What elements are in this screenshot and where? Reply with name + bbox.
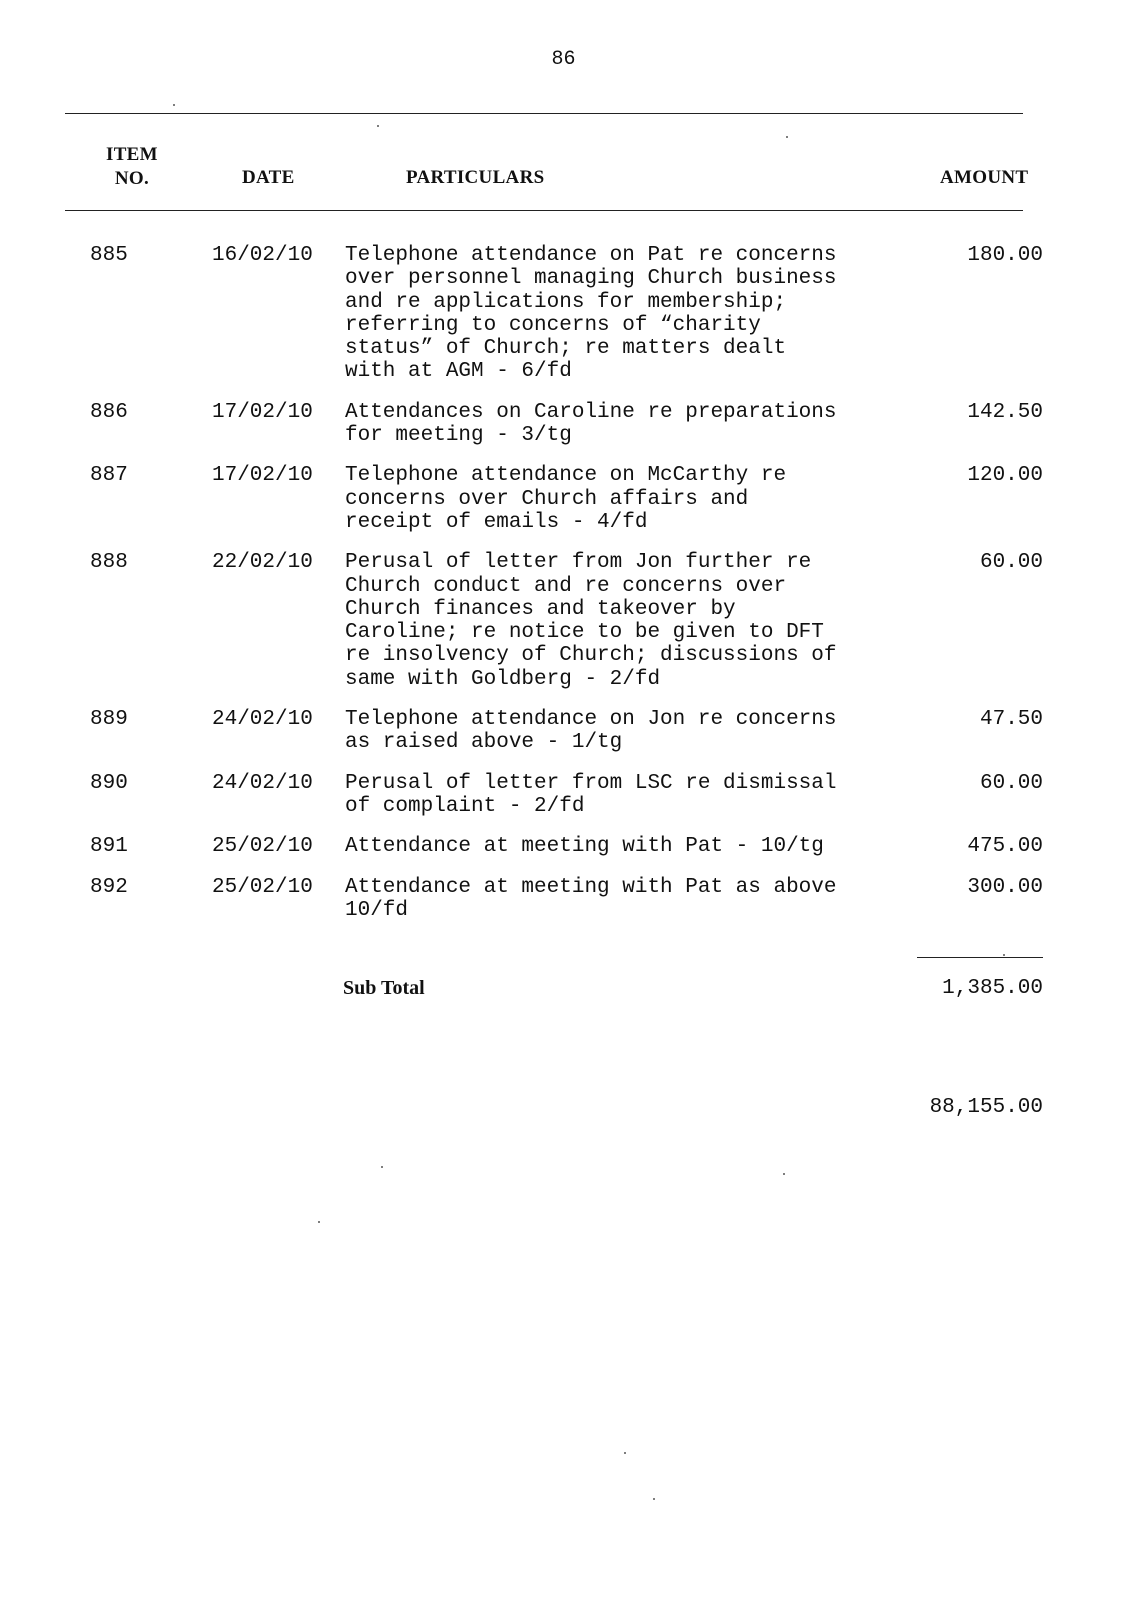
item-date: 25/02/10 bbox=[212, 875, 313, 899]
page-number: 86 bbox=[551, 48, 576, 71]
item-amount: 142.50 bbox=[967, 400, 1043, 424]
item-particulars: Perusal of letter from LSC re dismissal of complaint - 2/fd bbox=[345, 771, 837, 818]
ledger-row bbox=[0, 401, 1127, 448]
item-date: 16/02/10 bbox=[212, 244, 313, 267]
item-number: 887 bbox=[90, 464, 128, 488]
scan-speck bbox=[318, 1221, 320, 1223]
ledger-row bbox=[0, 464, 1127, 534]
item-amount: 180.00 bbox=[967, 244, 1043, 267]
ledger-row bbox=[0, 551, 1127, 691]
column-header-item-line2: NO. bbox=[114, 168, 150, 189]
ledger-entries bbox=[0, 244, 1127, 939]
column-header-amount: AMOUNT bbox=[940, 167, 1029, 188]
item-number: 891 bbox=[90, 835, 128, 859]
ledger-row bbox=[0, 835, 1127, 858]
scan-speck bbox=[1003, 954, 1005, 956]
header-top-rule bbox=[65, 113, 1023, 114]
item-particulars: Telephone attendance on McCarthy re concerns over Church affairs and receipt of emails - 4/fd bbox=[345, 464, 787, 534]
scan-speck bbox=[783, 1173, 785, 1175]
item-particulars: Attendances on Caroline re preparations for meeting - 3/tg bbox=[345, 400, 837, 448]
item-number: 890 bbox=[90, 771, 128, 795]
scan-speck bbox=[786, 136, 788, 138]
item-particulars: Telephone attendance on Pat re concerns over personnel managing Church business and re applications for membership; referring to concerns of “charity status” of Church; re matters dealt with at AGM - 6/fd bbox=[345, 244, 837, 384]
scan-speck bbox=[381, 1166, 383, 1168]
item-date: 24/02/10 bbox=[212, 771, 313, 795]
item-date: 25/02/10 bbox=[212, 835, 313, 859]
item-amount: 60.00 bbox=[979, 771, 1043, 795]
subtotal-amount: 1,385.00 bbox=[942, 977, 1043, 1000]
item-number: 885 bbox=[90, 244, 128, 267]
item-amount: 120.00 bbox=[967, 464, 1043, 488]
ledger-row bbox=[0, 772, 1127, 819]
item-particulars: Perusal of letter from Jon further re Church conduct and re concerns over Church finances and takeover by Caroline; re notice to be given to DFT re insolvency of Church; discussions of same with Goldberg - 2/fd bbox=[345, 551, 837, 691]
item-date: 24/02/10 bbox=[212, 708, 313, 732]
item-number: 892 bbox=[90, 875, 128, 899]
item-date: 22/02/10 bbox=[212, 551, 313, 575]
item-amount: 47.50 bbox=[979, 708, 1043, 732]
ledger-row bbox=[0, 708, 1127, 755]
subtotal-label: Sub Total bbox=[343, 977, 425, 999]
scan-speck bbox=[173, 104, 175, 106]
scan-speck bbox=[653, 1498, 655, 1500]
item-particulars: Attendance at meeting with Pat - 10/tg bbox=[345, 835, 824, 859]
item-number: 888 bbox=[90, 551, 128, 575]
item-amount: 475.00 bbox=[967, 835, 1043, 859]
column-header-item-no bbox=[106, 143, 158, 191]
ledger-row bbox=[0, 876, 1127, 923]
item-date: 17/02/10 bbox=[212, 400, 313, 424]
ledger-row bbox=[0, 244, 1127, 384]
item-particulars: Telephone attendance on Jon re concerns as raised above - 1/tg bbox=[345, 708, 837, 755]
subtotal-rule bbox=[917, 957, 1043, 958]
item-amount: 60.00 bbox=[979, 551, 1043, 575]
scan-speck bbox=[624, 1452, 626, 1454]
item-amount: 300.00 bbox=[967, 875, 1043, 899]
item-number: 886 bbox=[90, 400, 128, 424]
grand-total-amount: 88,155.00 bbox=[929, 1096, 1043, 1119]
column-header-date: DATE bbox=[242, 167, 295, 188]
item-number: 889 bbox=[90, 708, 128, 732]
scan-speck bbox=[377, 125, 379, 127]
header-bottom-rule bbox=[65, 210, 1023, 211]
item-date: 17/02/10 bbox=[212, 464, 313, 488]
item-particulars: Attendance at meeting with Pat as above 10/fd bbox=[345, 875, 837, 922]
column-header-particulars: PARTICULARS bbox=[406, 167, 545, 188]
column-header-item-line1: ITEM bbox=[106, 144, 158, 165]
